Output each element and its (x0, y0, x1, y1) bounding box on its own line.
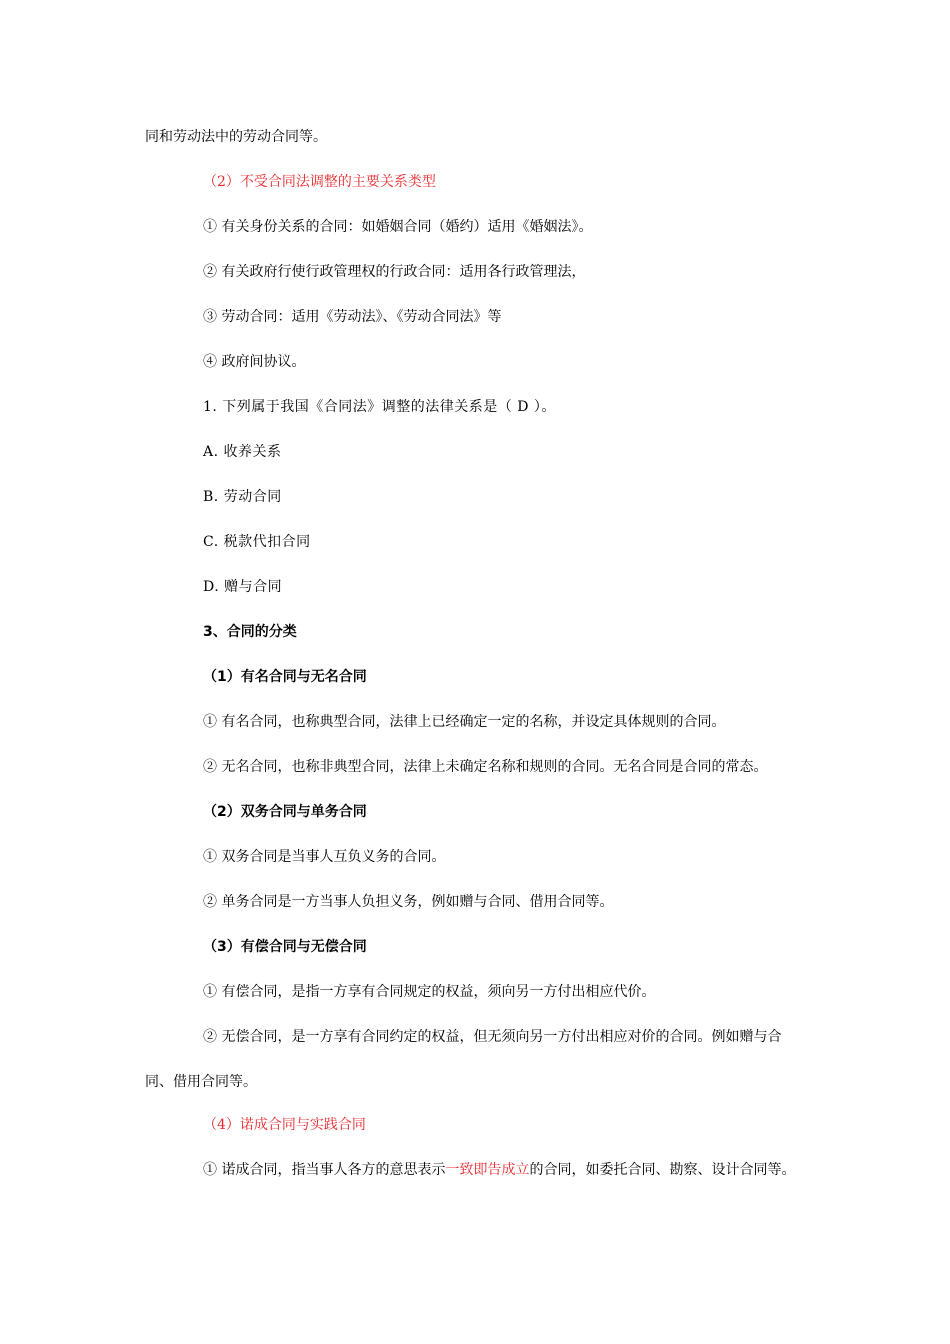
list-item: ③ 劳动合同：适用《劳动法》、《劳动合同法》等 (203, 309, 502, 325)
subsection-heading: （2）双务合同与单务合同 (203, 804, 367, 820)
list-item: ② 无名合同，也称非典型合同，法律上未确定名称和规则的合同。无名合同是合同的常态。 (203, 759, 768, 775)
section-title-contract-classification: 3、合同的分类 (203, 624, 297, 640)
list-item: ① 有偿合同，是指一方享有合同规定的权益，须向另一方付出相应代价。 (203, 984, 656, 1000)
quiz-option: C. 税款代扣合同 (203, 534, 311, 550)
paragraph-continuation: 同和劳动法中的劳动合同等。 (145, 129, 327, 145)
quiz-option: B. 劳动合同 (203, 489, 282, 505)
subsection-heading-highlighted: （4）诺成合同与实践合同 (203, 1117, 366, 1133)
list-item: ① 有关身份关系的合同：如婚姻合同（婚约）适用《婚姻法》。 (203, 219, 593, 235)
subsection-heading: （1）有名合同与无名合同 (203, 669, 367, 685)
quiz-question: 1. 下列属于我国《合同法》调整的法律关系是（ D ）。 (203, 399, 556, 415)
list-item: ① 有名合同，也称典型合同，法律上已经确定一定的名称，并设定具体规则的合同。 (203, 714, 726, 730)
list-item: ② 有关政府行使行政管理权的行政合同：适用各行政管理法， (203, 264, 586, 280)
list-item: ② 单务合同是一方当事人负担义务，例如赠与合同、借用合同等。 (203, 894, 614, 910)
list-item-text: 的合同，如委托合同、勘察、设计合同等。 (529, 1162, 796, 1178)
section-heading-excluded-types: （2）不受合同法调整的主要关系类型 (203, 174, 436, 190)
list-item: ① 双务合同是当事人互负义务的合同。 (203, 849, 446, 865)
quiz-option: A. 收养关系 (203, 444, 282, 460)
list-item-text: ① 诺成合同，指当事人各方的意思表示 (203, 1162, 446, 1178)
list-item (203, 1160, 795, 1180)
quiz-option: D. 赠与合同 (203, 579, 283, 595)
list-item: ④ 政府间协议。 (203, 354, 306, 370)
subsection-heading: （3）有偿合同与无偿合同 (203, 939, 367, 955)
list-item-continuation: 同、借用合同等。 (145, 1074, 257, 1090)
highlighted-phrase: 一致即告成立 (445, 1162, 530, 1178)
list-item: ② 无偿合同，是一方享有合同约定的权益，但无须向另一方付出相应对价的合同。例如赠与合 (203, 1029, 782, 1045)
